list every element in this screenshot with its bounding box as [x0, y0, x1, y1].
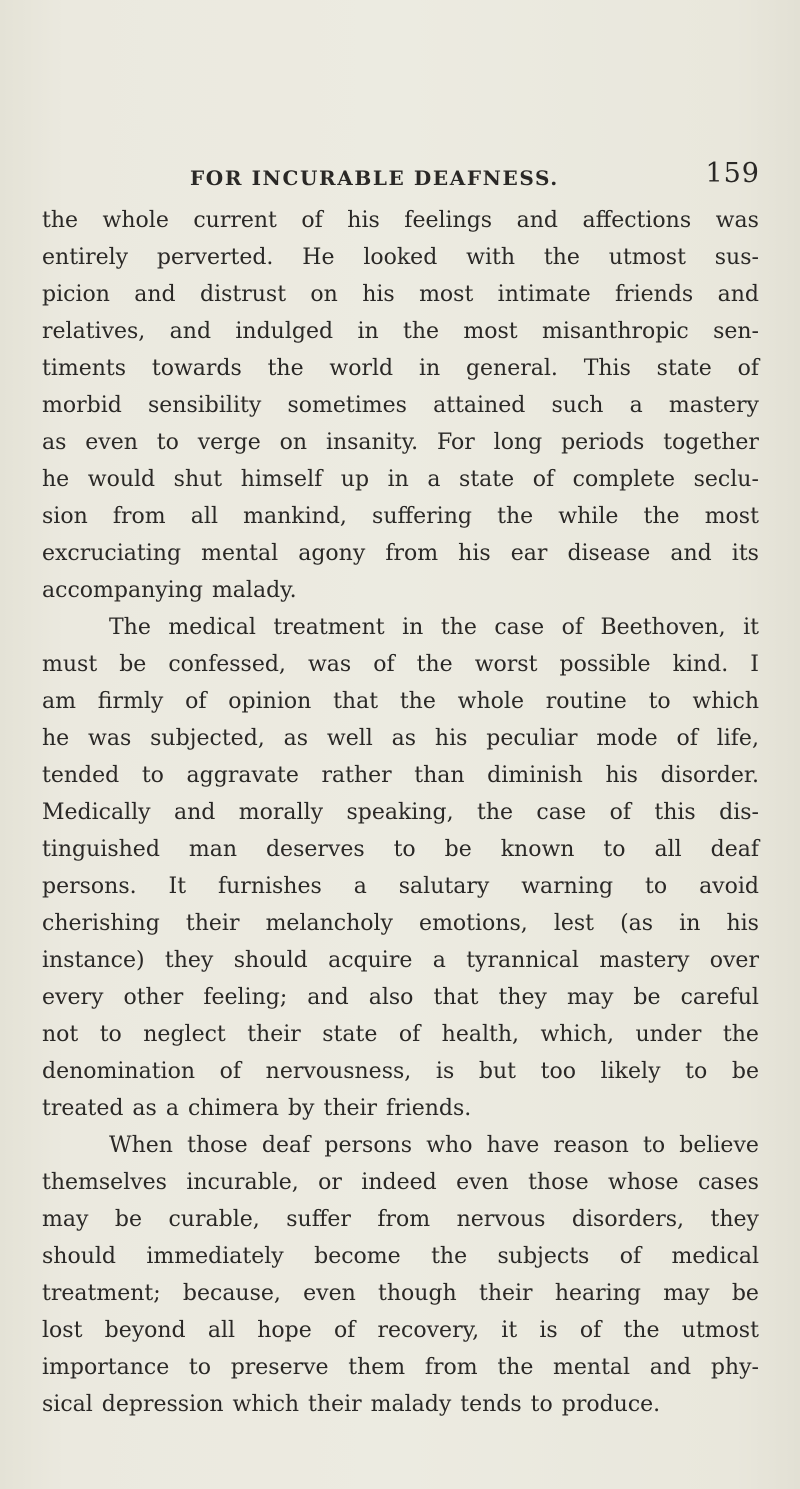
text-line: sical depression which their malady tends to produce.: [42, 1392, 661, 1417]
text-line: entirely perverted. He looked with the utmost sus-: [42, 245, 759, 270]
text-line: as even to verge on insanity. For long periods together: [42, 430, 759, 455]
page-number: 159: [705, 158, 760, 189]
text-line: The medical treatment in the case of Beethoven, it: [109, 615, 759, 640]
text-line: treatment; because, even though their hearing may be: [42, 1281, 759, 1306]
text-line: excruciating mental agony from his ear disease and its: [42, 541, 759, 566]
text-line: cherishing their melancholy emotions, lest (as in his: [42, 911, 759, 936]
text-line: must be confessed, was of the worst possible kind. I: [42, 652, 759, 677]
running-title: FOR INCURABLE DEAFNESS.: [190, 166, 559, 190]
text-line: picion and distrust on his most intimate friends and: [42, 282, 759, 307]
text-line: should immediately become the subjects of medical: [42, 1244, 759, 1269]
text-line: the whole current of his feelings and affections was: [42, 208, 759, 233]
text-line: themselves incurable, or indeed even those whose cases: [42, 1170, 759, 1195]
text-line: he was subjected, as well as his peculiar mode of life,: [42, 726, 759, 751]
text-line: tended to aggravate rather than diminish his disorder.: [42, 763, 759, 788]
text-line: importance to preserve them from the mental and phy-: [42, 1355, 759, 1380]
text-line: timents towards the world in general. This state of: [42, 356, 759, 381]
text-line: every other feeling; and also that they may be careful: [42, 985, 759, 1010]
text-line: morbid sensibility sometimes attained such a mastery: [42, 393, 759, 418]
text-line: am firmly of opinion that the whole routine to which: [42, 689, 759, 714]
text-line: tinguished man deserves to be known to all deaf: [42, 837, 759, 862]
text-line: instance) they should acquire a tyrannical mastery over: [42, 948, 759, 973]
text-line: lost beyond all hope of recovery, it is of the utmost: [42, 1318, 759, 1343]
text-line: Medically and morally speaking, the case of this dis-: [42, 800, 759, 825]
text-line: treated as a chimera by their friends.: [42, 1096, 472, 1121]
text-line: may be curable, suffer from nervous disorders, they: [42, 1207, 759, 1232]
text-line: persons. It furnishes a salutary warning to avoid: [42, 874, 759, 899]
text-line: sion from all mankind, suffering the while the most: [42, 504, 759, 529]
text-line: not to neglect their state of health, which, under the: [42, 1022, 759, 1047]
text-line: relatives, and indulged in the most misanthropic sen-: [42, 319, 759, 344]
text-line: he would shut himself up in a state of complete seclu-: [42, 467, 759, 492]
text-line: accompanying malady.: [42, 578, 297, 603]
running-head: [190, 158, 760, 194]
text-line: When those deaf persons who have reason to believe: [109, 1133, 759, 1158]
text-line: denomination of nervousness, is but too likely to be: [42, 1059, 759, 1084]
